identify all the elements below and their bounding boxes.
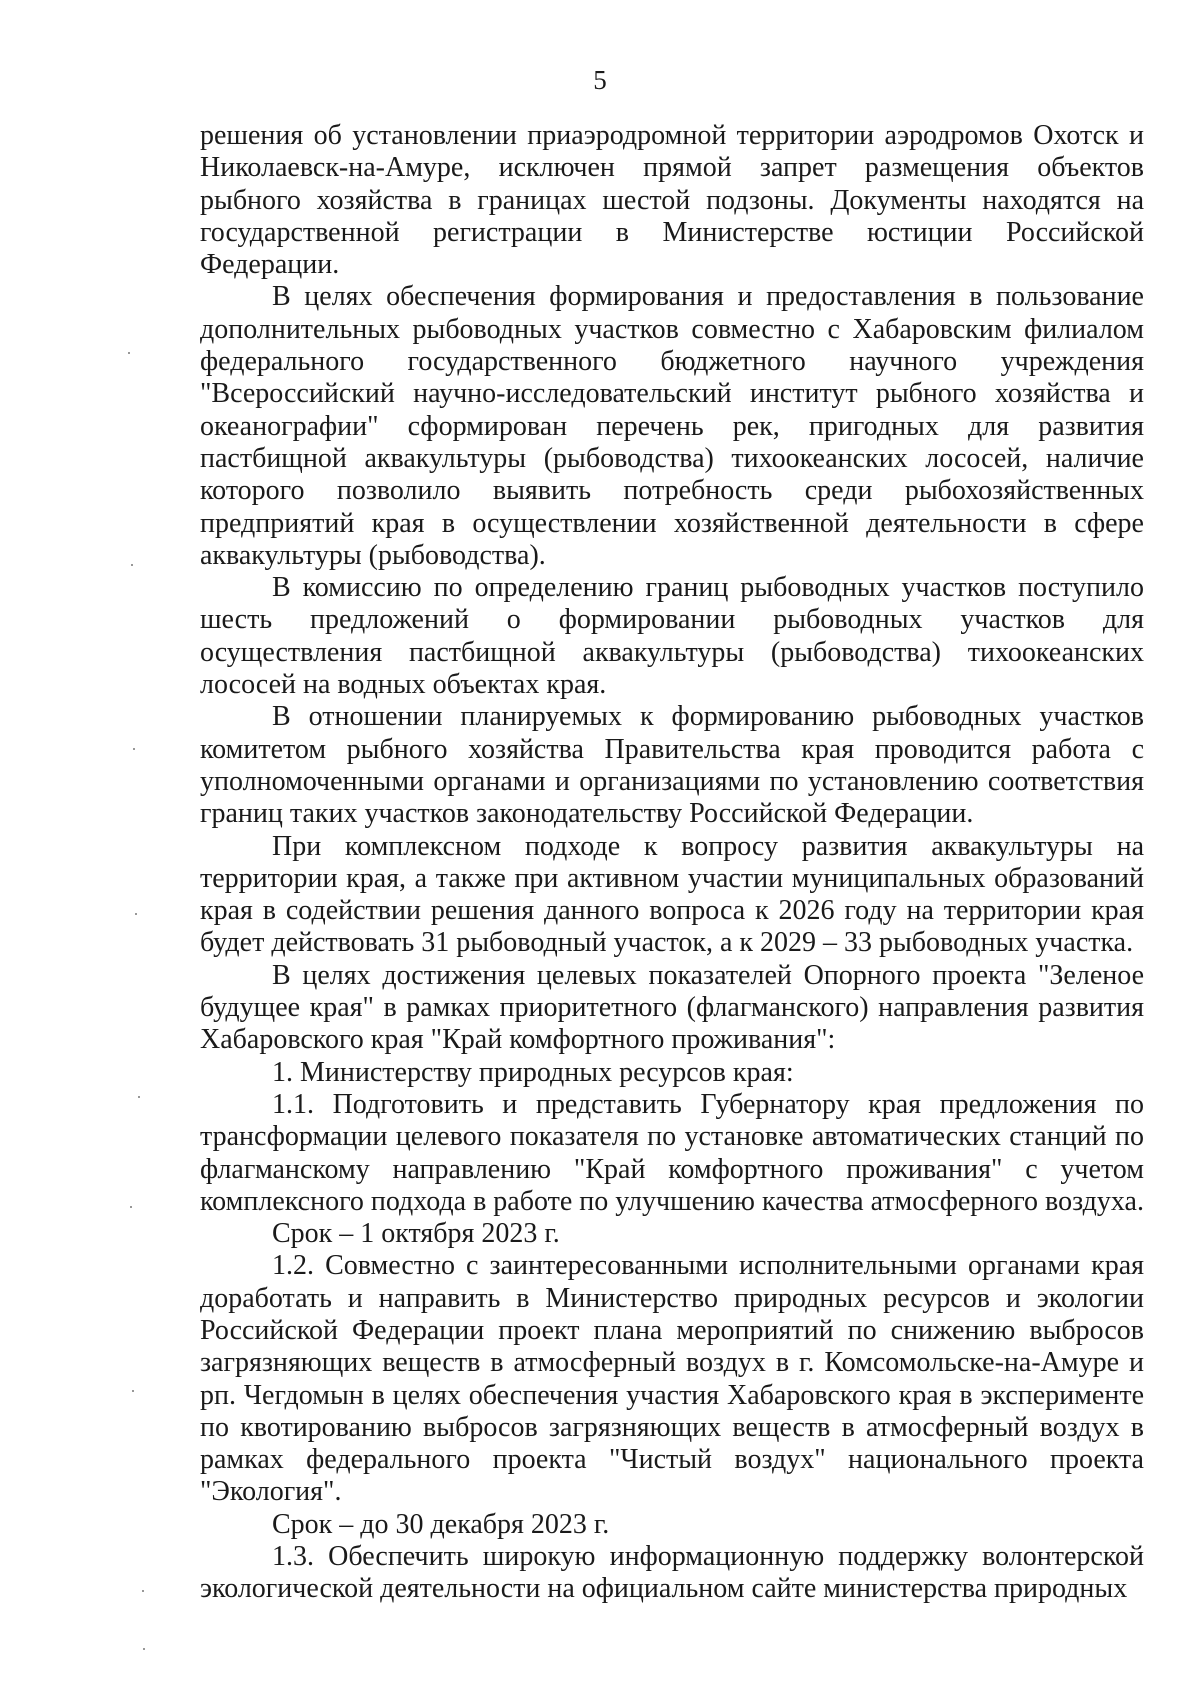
deadline-text: Срок – до 30 декабря 2023 г. <box>272 1508 610 1540</box>
scan-speck <box>135 913 137 915</box>
scan-speck <box>131 564 133 566</box>
list-item: 1.3. Обеспечить широкую информационную поддержку волонтерской экологической деятельности на официальном сайте министерства природных <box>200 1541 1144 1605</box>
paragraph: В комиссию по определению границ рыбоводных участков поступило шесть предложений о формировании рыбоводных участков для осуществления пастбищной аквакультуры (рыбоводства) тихоокеанских лососей на водных объектах края. <box>200 572 1144 701</box>
scan-speck <box>133 748 135 750</box>
scan-speck <box>132 1390 134 1392</box>
deadline-text: Срок – 1 октября 2023 г. <box>272 1218 560 1250</box>
paragraph: решения об установлении приаэродромной территории аэродромов Охотск и Николаевск-на-Амуре, исключен прямой запрет размещения объектов рыбного хозяйства в границах шестой подзоны. Документы находятся на государственной регистрации в Министерстве юстиции Российской Федерации. <box>200 120 1144 281</box>
list-item: 1.2. Совместно с заинтересованными исполнительными органами края доработать и направить в Министерство природных ресурсов и экологии Российской Федерации проект плана мероприятий по снижению выбросов загрязняющих веществ в атмосферный воздух в г. Комсомольске-на-Амуре и рп. Чегдомын в целях обеспечения участия Хабаровского края в эксперименте по квотированию выбросов загрязняющих веществ в атмосферный воздух в рамках федерального проекта "Чистый воздух" национального проекта "Экология". <box>200 1250 1144 1508</box>
paragraph: В отношении планируемых к формированию рыбоводных участков комитетом рыбного хозяйства Правительства края проводится работа с уполномоченными органами и организациями по установлению соответствия границ таких участков законодательству Российской Федерации. <box>200 701 1144 830</box>
paragraph: В целях достижения целевых показателей Опорного проекта "Зеленое будущее края" в рамках приоритетного (флагманского) направления развития Хабаровского края "Край комфортного проживания": <box>200 959 1144 1056</box>
scan-speck <box>130 1206 132 1208</box>
paragraph: При комплексном подходе к вопросу развития аквакультуры на территории края, а также при активном участии муниципальных образований края в содействии решения данного вопроса к 2026 году на территории края будет действовать 31 рыбоводный участок, а к 2029 – 33 рыбоводных участка. <box>200 830 1144 959</box>
scan-speck <box>143 1648 145 1650</box>
list-item: 1.1. Подготовить и представить Губернатору края предложения по трансформации целевого показателя по установке автоматических станций по флагманскому направлению "Край комфортного проживания" с учетом комплексного подхода в работе по улучшению качества атмосферного воздуха. <box>200 1088 1144 1217</box>
document-body <box>200 120 1144 1606</box>
scan-speck <box>142 1590 144 1592</box>
scan-speck <box>138 1096 140 1098</box>
list-item: 1. Министерству природных ресурсов края: <box>272 1056 794 1088</box>
page-number: 5 <box>593 65 607 95</box>
scan-speck <box>128 352 130 354</box>
paragraph: В целях обеспечения формирования и предоставления в пользование дополнительных рыбоводных участков совместно с Хабаровским филиалом федерального государственного бюджетного научного учреждения "Всероссийский научно-исследовательский институт рыбного хозяйства и океанографии" сформирован перечень рек, пригодных для развития пастбищной аквакультуры (рыбоводства) тихоокеанских лососей, наличие которого позволило выявить потребность среди рыбохозяйственных предприятий края в осуществлении хозяйственной деятельности в сфере аквакультуры (рыбоводства). <box>200 281 1144 571</box>
